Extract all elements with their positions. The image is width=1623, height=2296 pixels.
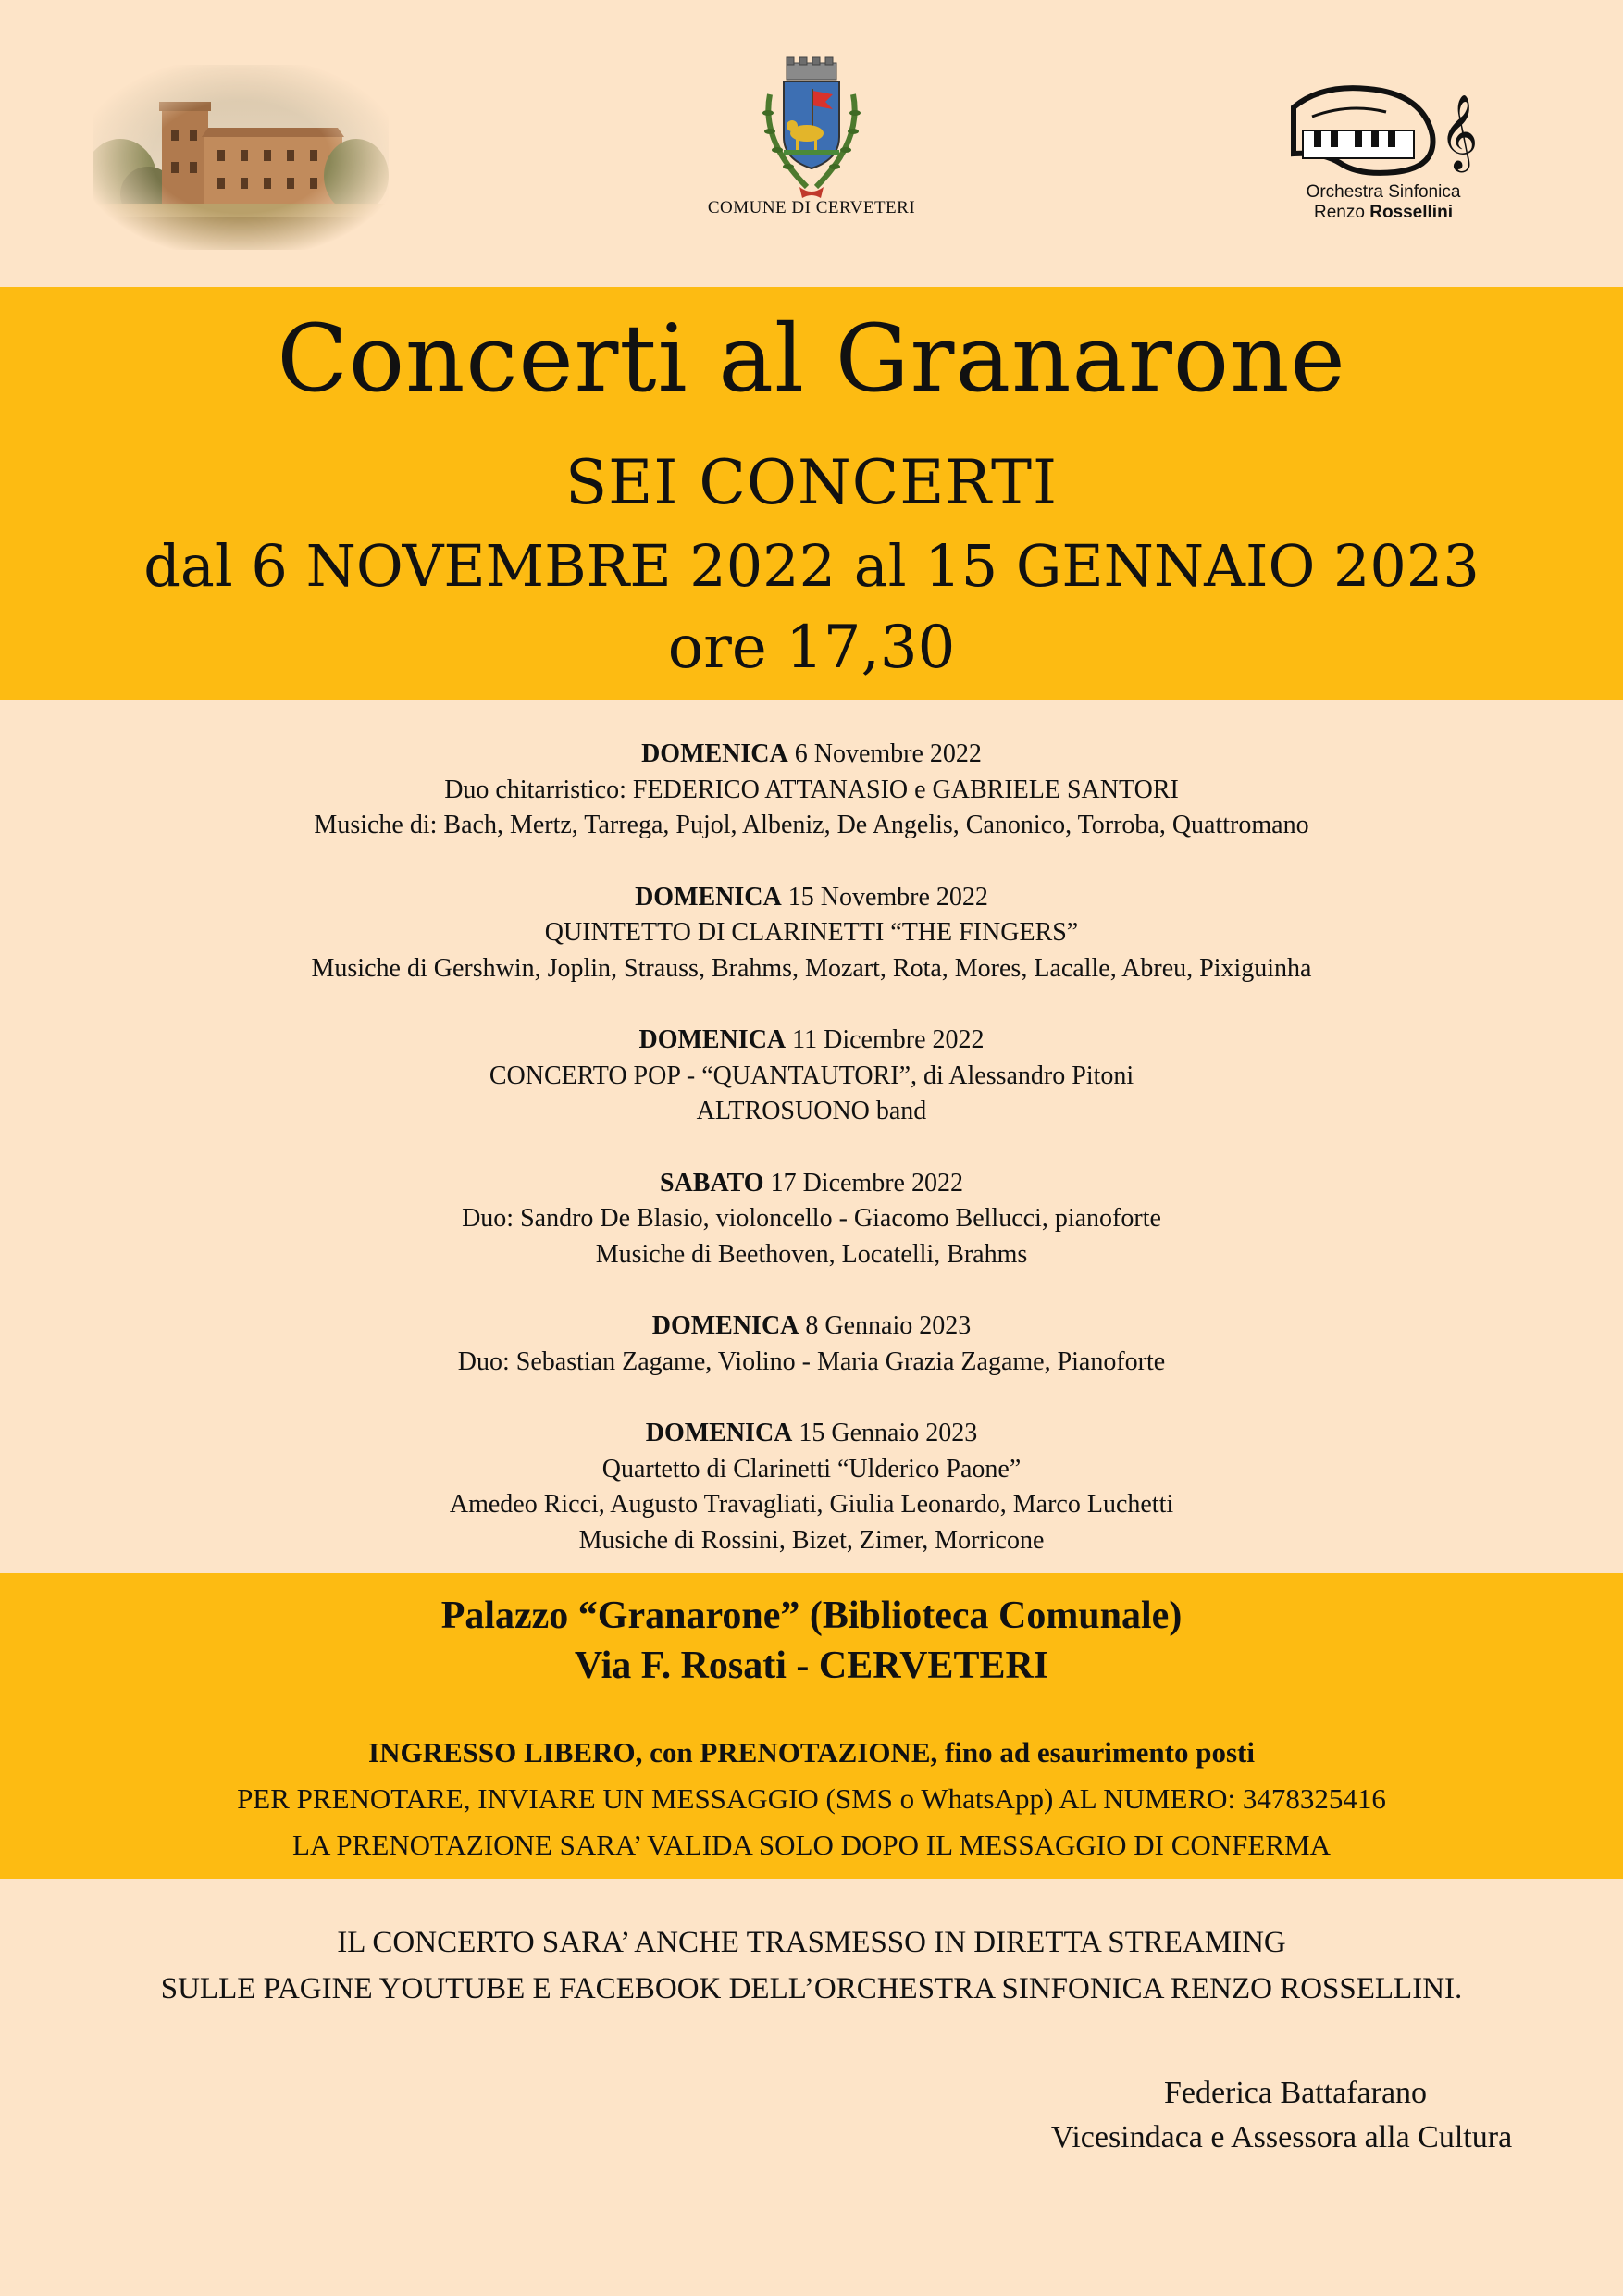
booking-instructions: PER PRENOTARE, INVIARE UN MESSAGGIO (SMS o WhatsApp) AL NUMERO: 3478325416 (237, 1782, 1386, 1815)
concert-detail-line: Musiche di Gershwin, Joplin, Strauss, Brahms, Mozart, Rota, Mores, Lacalle, Abreu, Pixiguinha (311, 953, 1312, 983)
comune-label: COMUNE DI CERVETERI (707, 198, 916, 217)
streaming-notice-line2: SULLE PAGINE YOUTUBE E FACEBOOK DELL’ORCHESTRA SINFONICA RENZO ROSSELLINI. (160, 1972, 1463, 2005)
streaming-notice-line1: IL CONCERTO SARA’ ANCHE TRASMESSO IN DIRETTA STREAMING (337, 1926, 1286, 1959)
concert-detail-line: Amedeo Ricci, Augusto Travagliati, Giulia Leonardo, Marco Luchetti (449, 1490, 1174, 1519)
concert-detail-line: Duo: Sebastian Zagame, Violino - Maria Grazia Zagame, Pianoforte (457, 1347, 1166, 1376)
concert-date-text: 11 Dicembre 2022 (786, 1025, 985, 1054)
concert-date (0, 1309, 1623, 1345)
concert-detail-line: QUINTETTO DI CLARINETTI “THE FINGERS” (544, 918, 1079, 947)
orchestra-first-name: Renzo (1314, 203, 1370, 222)
subtitle: SEI CONCERTI (564, 447, 1059, 518)
concert-date-text: 6 Novembre 2022 (787, 739, 982, 768)
concert-date (0, 1166, 1623, 1202)
concert-day: SABATO (660, 1168, 764, 1198)
concert-detail-line: ALTROSUONO band (696, 1097, 927, 1125)
concert-detail-line: Duo chitarristico: FEDERICO ATTANASIO e GABRIELE SANTORI (444, 775, 1179, 804)
orchestra-name-line1: Orchestra Sinfonica (1306, 182, 1461, 202)
venue-name: Palazzo “Granarone” (Biblioteca Comunale) (440, 1595, 1183, 1637)
page-title: Concerti al Granarone (277, 304, 1346, 413)
concert-date-text: 15 Gennaio 2023 (792, 1419, 978, 1447)
concert-detail-line: Quartetto di Clarinetti “Ulderico Paone” (601, 1454, 1022, 1483)
coat-of-arms-icon (733, 57, 890, 205)
concert-date (0, 737, 1623, 773)
concert-item (0, 1166, 1623, 1273)
concert-date (0, 1023, 1623, 1059)
concert-detail-line: CONCERTO POP - “QUANTAUTORI”, di Alessandro Pitoni (489, 1061, 1134, 1090)
concert-list (0, 737, 1623, 1595)
concert-detail-line: Duo: Sandro De Blasio, violoncello - Giacomo Bellucci, pianoforte (462, 1204, 1161, 1233)
orchestra-name-line2 (1258, 203, 1508, 223)
concert-day: DOMENICA (635, 882, 782, 912)
concert-item (0, 880, 1623, 987)
concert-detail-line: Musiche di Rossini, Bizet, Zimer, Morricone (578, 1525, 1045, 1555)
concert-date-text: 8 Gennaio 2023 (799, 1311, 972, 1340)
orchestra-surname: Rossellini (1369, 203, 1453, 222)
signatory-role: Vicesindaca e Assessora alla Cultura (1050, 2120, 1513, 2154)
booking-validity-note: LA PRENOTAZIONE SARA’ VALIDA SOLO DOPO IL MESSAGGIO DI CONFERMA (292, 1829, 1331, 1861)
date-range: dal 6 NOVEMBRE 2022 al 15 GENNAIO 2023 (143, 532, 1480, 600)
concert-date (0, 880, 1623, 916)
concert-item (0, 1023, 1623, 1130)
concert-date-text: 15 Novembre 2022 (781, 882, 988, 912)
concert-item (0, 1416, 1623, 1558)
concert-item (0, 737, 1623, 844)
concert-item (0, 1309, 1623, 1380)
concert-date-text: 17 Dicembre 2022 (763, 1168, 963, 1198)
concert-day: DOMENICA (638, 1025, 787, 1054)
concert-detail-line: Musiche di: Bach, Mertz, Tarrega, Pujol, Albeniz, De Angelis, Canonico, Torroba, Quattromano (314, 811, 1309, 839)
concert-detail-line: Musiche di Beethoven, Locatelli, Brahms (595, 1239, 1028, 1269)
svg-text:𝄞: 𝄞 (1440, 93, 1479, 169)
concert-day: DOMENICA (641, 739, 788, 768)
concert-time: ore 17,30 (667, 614, 956, 682)
free-entry-notice: INGRESSO LIBERO, con PRENOTAZIONE, fino ad esaurimento posti (368, 1736, 1255, 1769)
concert-day: DOMENICA (645, 1419, 793, 1447)
orchestra-logo-icon (1284, 80, 1479, 181)
concert-day: DOMENICA (651, 1311, 799, 1340)
signatory-name: Federica Battafarano (1163, 2076, 1428, 2110)
venue-address: Via F. Rosati - CERVETERI (574, 1644, 1049, 1687)
building-photo-icon (93, 65, 389, 250)
concert-date (0, 1416, 1623, 1452)
